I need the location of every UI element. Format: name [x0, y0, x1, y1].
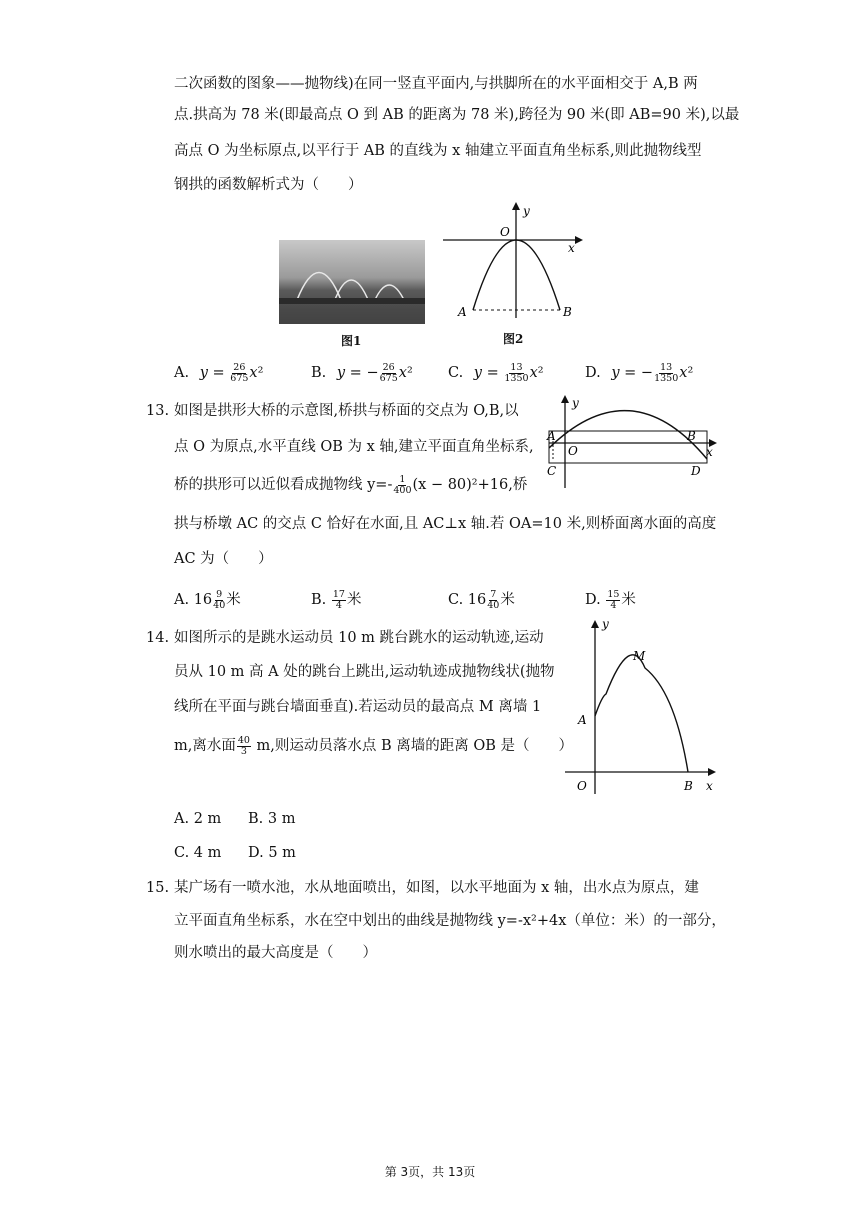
q12-line-1: 二次函数的图象——抛物线)在同一竖直平面内,与拱脚所在的水平面相交于 A,B 两 — [174, 76, 698, 92]
option-letter: C. — [448, 592, 464, 608]
option-unit: 米 — [621, 592, 636, 608]
q13-line-3 — [174, 474, 527, 496]
q12-figure-1-caption: 图1 — [341, 334, 362, 348]
q14-option-a[interactable]: A. 2 m — [174, 811, 222, 827]
q13-number: 13. — [146, 403, 170, 419]
q13-option-b[interactable] — [311, 589, 361, 611]
q12-option-c[interactable]: C. y = $\frac{13}{1350}$ x² — [448, 361, 544, 384]
q14-line-1: 如图所示的是跳水运动员 10 m 跳台跳水的运动轨迹,运动 — [174, 630, 544, 646]
q14-option-c[interactable]: C. 4 m — [174, 845, 222, 861]
fig2-point-b-label: B — [563, 305, 572, 319]
option-unit: 米 — [500, 592, 515, 608]
q14-fig-a-label: A — [578, 713, 587, 727]
option-sign: − — [640, 365, 654, 381]
q14-line-2: 员从 10 m 高 A 处的跳台上跳出,运动轨迹成抛物线状(抛物 — [174, 664, 555, 680]
option-letter: B. — [311, 365, 327, 381]
option-letter: B. — [311, 592, 327, 608]
option-fraction: $\frac{13}{1350}$ — [504, 361, 529, 384]
q14-fig-y-label: y — [602, 617, 609, 631]
fig2-y-label: y — [523, 204, 530, 218]
q15-line-2: 立平面直角坐标系，水在空中划出的曲线是抛物线 y=-x²+4x（单位：米）的一部分， — [174, 913, 726, 929]
q15-line-1: 某广场有一喷水池，水从地面喷出，如图，以水平地面为 x 轴，出水点为原点，建 — [174, 880, 699, 896]
q14-fig-m-label: M — [633, 649, 646, 663]
fig2-origin-label: O — [500, 225, 510, 239]
q14-dive-trajectory-diagram — [560, 612, 725, 797]
q13-fig-d-label: D — [691, 464, 701, 478]
option-fraction: $\frac{13}{1350}$ — [654, 361, 679, 384]
q13-option-d[interactable] — [585, 589, 636, 611]
q14-number: 14. — [146, 630, 170, 646]
q13-bridge-diagram — [543, 393, 723, 493]
q13-line-2: 点 O 为原点,水平直线 OB 为 x 轴,建立平面直角坐标系, — [174, 439, 534, 455]
q12-figure-2-caption: 图2 — [503, 332, 524, 346]
option-fraction: $\frac{7}{40}$ — [487, 588, 500, 611]
q13-option-a[interactable] — [174, 589, 241, 611]
q14-fig-o-label: O — [577, 779, 587, 793]
q14-fig-x-label: x — [706, 779, 713, 793]
fig2-x-label: x — [568, 241, 575, 255]
option-fraction: $\frac{26}{675}$ — [379, 361, 398, 384]
q14-line-3: 线所在平面与跳台墙面垂直).若运动员的最高点 M 离墙 1 — [174, 699, 542, 715]
page-footer: 第 3页，共 13页 — [384, 1165, 476, 1179]
q13-line-5: AC 为（ ） — [174, 551, 273, 567]
q13-fig-a-label: A — [547, 429, 556, 443]
option-letter: A. — [174, 365, 190, 381]
option-unit: 米 — [226, 592, 241, 608]
option-sign: − — [366, 365, 379, 381]
option-letter: D. — [585, 592, 601, 608]
q13-fig-y-label: y — [572, 396, 579, 410]
option-whole: 16 — [193, 592, 213, 608]
option-letter: A. — [174, 592, 190, 608]
option-fraction: $\frac{9}{40}$ — [213, 588, 226, 611]
q12-option-a[interactable]: A. y = $\frac{26}{675}$ x² — [174, 361, 264, 384]
q13-line-3-text: 桥的拱形可以近似看成抛物线 y=- — [174, 477, 393, 493]
option-fraction: $\frac{17}{4}$ — [332, 588, 345, 611]
q14-option-d[interactable]: D. 5 m — [248, 845, 296, 861]
option-whole: 16 — [467, 592, 487, 608]
q12-figure-2-diagram — [440, 200, 590, 330]
q13-fig-x-label: x — [706, 445, 713, 459]
q15-number: 15. — [146, 880, 170, 896]
option-letter: D. — [585, 365, 601, 381]
q15-line-3: 则水喷出的最大高度是（ ） — [174, 945, 377, 961]
q13-line-1: 如图是拱形大桥的示意图,桥拱与桥面的交点为 O,B,以 — [174, 403, 519, 419]
q14-option-b[interactable]: B. 3 m — [248, 811, 296, 827]
q14-line-4-tail: m,则运动员落水点 B 离墙的距离 OB 是（ ） — [251, 738, 574, 754]
q12-option-b[interactable]: B. y = − $\frac{26}{675}$ x² — [311, 361, 413, 384]
q12-line-2: 点.拱高为 78 米(即最高点 O 到 AB 的距离为 78 米),跨径为 90 米(即 AB=90 米),以最 — [174, 107, 740, 123]
option-fraction: $\frac{26}{675}$ — [230, 361, 249, 384]
q13-fig-c-label: C — [547, 464, 557, 478]
option-letter: C. — [448, 365, 464, 381]
q14-fig-b-label: B — [684, 779, 693, 793]
q13-line-4: 拱与桥墩 AC 的交点 C 恰好在水面,且 AC⊥x 轴.若 OA=10 米,则桥面离水面的高度 — [174, 516, 717, 532]
q12-line-3: 高点 O 为坐标原点,以平行于 AB 的直线为 x 轴建立平面直角坐标系,则此抛物线型 — [174, 143, 702, 159]
q13-fraction: $\frac{1}{400}$ — [393, 473, 412, 496]
q12-option-d[interactable]: D. y = − $\frac{13}{1350}$ x² — [585, 361, 694, 384]
q13-fig-o-label: O — [568, 444, 578, 458]
q13-fig-b-label: B — [687, 429, 696, 443]
q14-fraction: $\frac{40}{3}$ — [237, 734, 250, 757]
q14-line-4 — [174, 735, 573, 757]
q13-option-c[interactable] — [448, 589, 515, 611]
option-fraction: $\frac{15}{4}$ — [607, 588, 620, 611]
option-unit: 米 — [346, 592, 362, 608]
q12-figure-1-photo — [279, 240, 425, 324]
q12-line-4: 钢拱的函数解析式为（ ） — [174, 177, 363, 193]
fig2-point-a-label: A — [458, 305, 467, 319]
q14-line-4-text: m,离水面 — [174, 738, 236, 754]
q13-line-3-tail: (x − 80)²+16,桥 — [412, 477, 528, 493]
bridge-arches-graphic — [279, 240, 425, 324]
